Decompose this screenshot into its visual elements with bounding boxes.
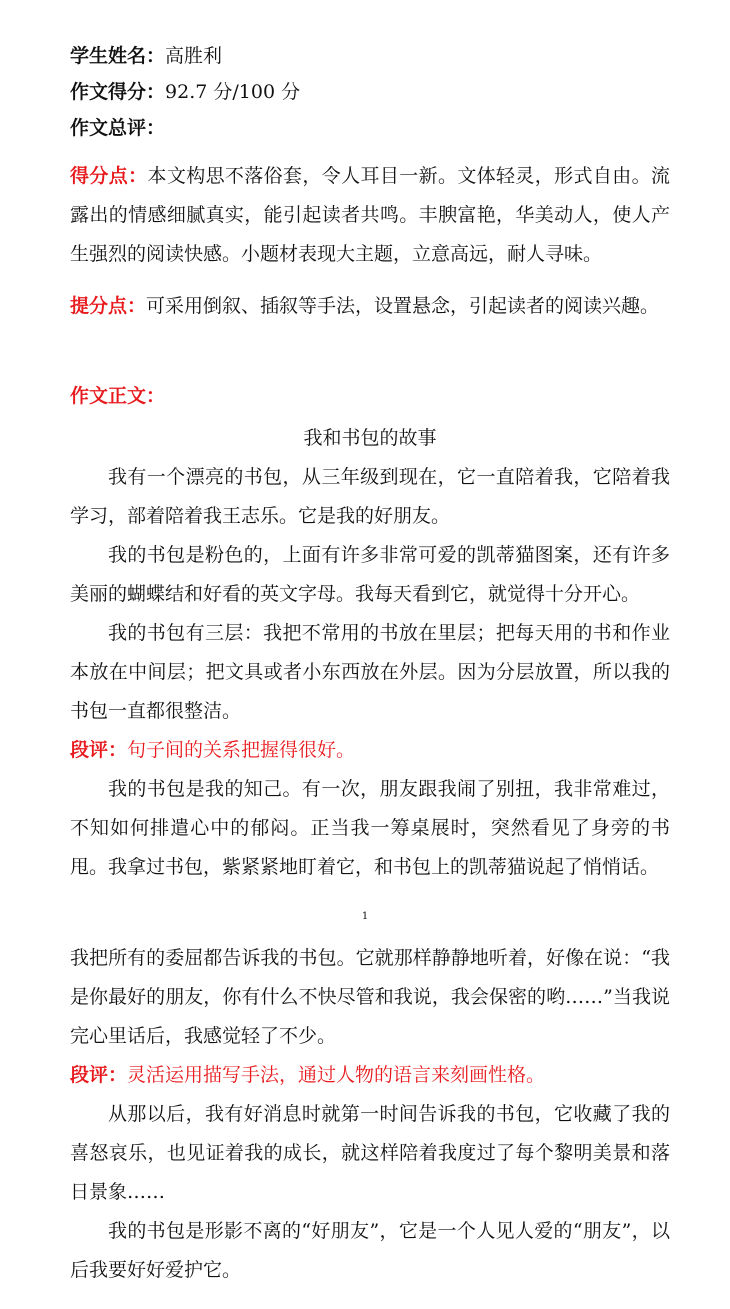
review-label: 作文总评： xyxy=(70,117,166,139)
review-heading xyxy=(70,110,670,146)
page-number: 1 xyxy=(361,911,369,922)
essay-paragraph: 我的书包有三层：我把不常用的书放在里层；把每天用的书和作业本放在中间层；把文具或者小东西放在外层。因为分层放置，所以我的书包一直都很整洁。 xyxy=(70,622,670,722)
student-name-line xyxy=(70,38,670,74)
essay-paragraph-continued: 我把所有的委屈都告诉我的书包。它就那样静静地听着，好像在说：“我是你最好的朋友，你有什么不快尽管和我说，我会保密的哟……”当我说完心里话后，我感觉轻了不少。 xyxy=(70,947,670,1047)
student-name-label: 学生姓名： xyxy=(70,45,166,67)
essay-title: 我和书包的故事 xyxy=(303,427,437,449)
score-value: 92.7 分/100 分 xyxy=(165,81,301,103)
improve-label: 提分点： xyxy=(70,295,147,317)
score-line xyxy=(70,74,670,110)
remark-label: 段评： xyxy=(70,1064,128,1086)
remark-text: 灵活运用描写手法，通过人物的语言来刻画性格。 xyxy=(127,1064,546,1086)
document-page xyxy=(70,38,670,1290)
paragraph-remark xyxy=(70,1056,670,1095)
essay-paragraph: 我有一个漂亮的书包，从三年级到现在，它一直陪着我，它陪着我学习，部着陪着我王志乐。它是我的好朋友。 xyxy=(70,466,670,527)
essay-paragraph: 从那以后，我有好消息时就第一时间告诉我的书包，它收藏了我的喜怒哀乐，也见证着我的成长，就这样陪着我度过了每个黎明美景和落日景象…… xyxy=(70,1103,670,1203)
strengths-label: 得分点： xyxy=(70,165,148,187)
improve-paragraph xyxy=(70,287,670,326)
remark-text: 句子间的关系把握得很好。 xyxy=(127,739,356,761)
strengths-text: 本文构思不落俗套，令人耳目一新。文体轻灵，形式自由。流露出的情感细腻真实，能引起读者共鸣。丰腴富艳，华美动人，使人产生强烈的阅读快感。小题材表现大主题，立意高远，耐人寻味。 xyxy=(70,165,670,265)
score-label: 作文得分： xyxy=(70,81,166,103)
remark-label: 段评： xyxy=(70,739,128,761)
student-name-value: 高胜利 xyxy=(165,45,223,67)
strengths-paragraph xyxy=(70,157,670,274)
paragraph-remark xyxy=(70,731,670,770)
improve-text: 可采用倒叙、插叙等手法，设置悬念，引起读者的阅读兴趣。 xyxy=(146,295,660,317)
essay-paragraph: 我的书包是粉色的，上面有许多非常可爱的凯蒂猫图案，还有许多美丽的蝴蝶结和好看的英文字母。我每天看到它，就觉得十分开心。 xyxy=(70,544,670,605)
essay-section-label: 作文正文： xyxy=(70,385,166,407)
essay-paragraph: 我的书包是形影不离的“好朋友”，它是一个人见人爱的“朋友”，以后我要好好爱护它。 xyxy=(70,1220,670,1281)
essay-paragraph: 我的书包是我的知己。有一次，朋友跟我闹了别扭，我非常难过，不知如何排遣心中的郁闷。正当我一筹桌展时，突然看见了身旁的书甩。我拿过书包，紫紧紧地盯着它，和书包上的凯蒂猫说起了悄悄话。 xyxy=(70,778,670,878)
essay-section-heading xyxy=(70,378,670,414)
